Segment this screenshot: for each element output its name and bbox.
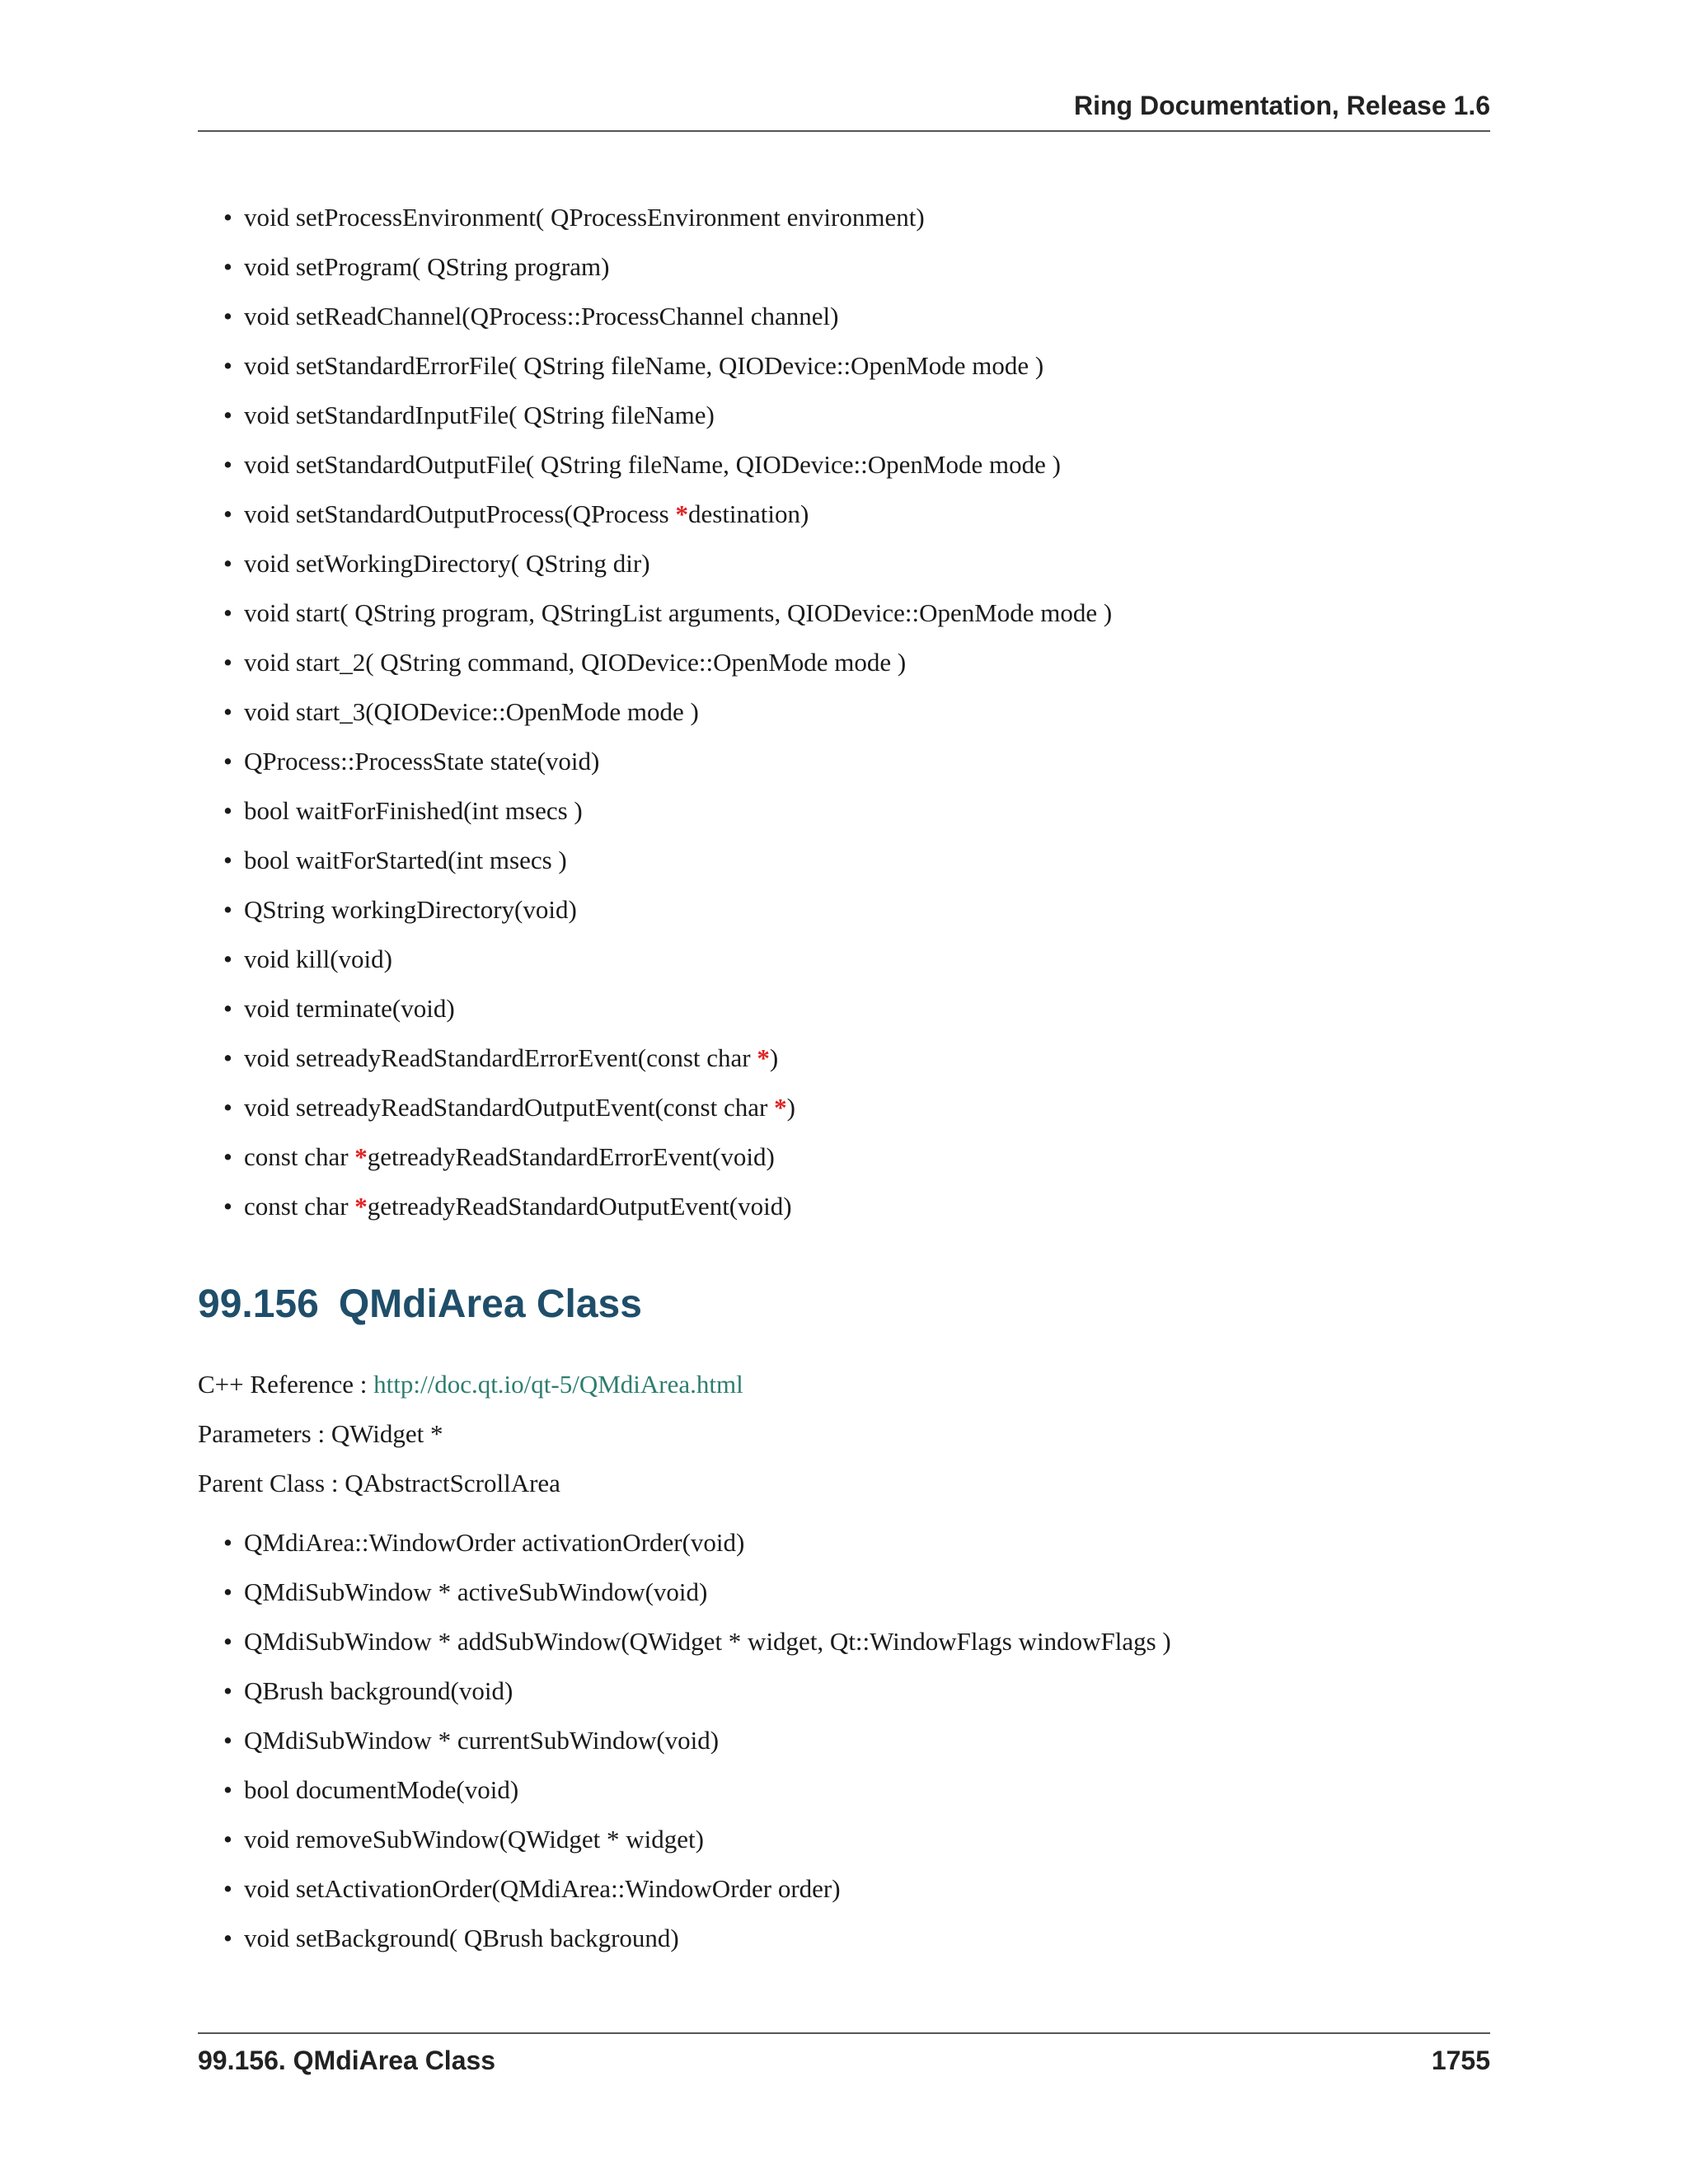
section-number: 99.156: [198, 1282, 319, 1326]
cpp-reference-line: C++ Reference : http://doc.qt.io/qt-5/QMdiArea.html: [198, 1370, 743, 1399]
list-item: • void setProgram( QString program): [223, 252, 610, 281]
list-item: • void setreadyReadStandardErrorEvent(const char *): [223, 1043, 779, 1072]
section-title: QMdiArea Class: [338, 1282, 642, 1326]
list-item: • void setreadyReadStandardOutputEvent(const char *): [223, 1093, 795, 1122]
list-item: • void removeSubWindow(QWidget * widget): [223, 1825, 704, 1854]
qprocess-method-list: [223, 193, 1113, 1231]
list-item: • void start_2( QString command, QIODevice::OpenMode mode ): [223, 648, 907, 677]
list-item: • void start( QString program, QStringList arguments, QIODevice::OpenMode mode ): [223, 598, 1113, 627]
list-item: • void setStandardOutputProcess(QProcess *destination): [223, 499, 809, 528]
list-item: • bool waitForFinished(int msecs ): [223, 796, 583, 825]
list-item: • void setStandardInputFile( QString fileName): [223, 401, 715, 429]
asterisk: *: [757, 1043, 770, 1072]
asterisk: *: [774, 1093, 787, 1122]
list-item: • void setBackground( QBrush background): [223, 1924, 679, 1952]
page-footer: [198, 2032, 1490, 2083]
list-item: • const char *getreadyReadStandardOutputEvent(void): [223, 1192, 792, 1221]
parent-class-line: Parent Class : QAbstractScrollArea: [198, 1469, 560, 1497]
asterisk: *: [354, 1142, 368, 1171]
parameters-line: Parameters : QWidget *: [198, 1419, 443, 1448]
list-item: • void setReadChannel(QProcess::ProcessChannel channel): [223, 302, 839, 330]
list-item: • void setActivationOrder(QMdiArea::WindowOrder order): [223, 1874, 841, 1903]
list-item: • void terminate(void): [223, 994, 455, 1023]
list-item: • void setProcessEnvironment( QProcessEnvironment environment): [223, 203, 925, 232]
list-item: • void kill(void): [223, 944, 392, 973]
list-item: • QString workingDirectory(void): [223, 895, 577, 924]
running-title: Ring Documentation, Release 1.6: [1073, 91, 1490, 120]
list-item: • bool waitForStarted(int msecs ): [223, 846, 567, 874]
list-item: • void setWorkingDirectory( QString dir): [223, 549, 650, 578]
asterisk: *: [354, 1192, 368, 1221]
qmdiarea-method-list: [223, 1518, 1171, 1963]
list-item: • bool documentMode(void): [223, 1775, 519, 1804]
list-item: • QMdiSubWindow * addSubWindow(QWidget * widget, Qt::WindowFlags windowFlags ): [223, 1627, 1171, 1656]
list-item: • QMdiSubWindow * currentSubWindow(void): [223, 1726, 720, 1755]
cpp-reference-link[interactable]: http://doc.qt.io/qt-5/QMdiArea.html: [373, 1370, 743, 1399]
list-item: • void setStandardErrorFile( QString fileName, QIODevice::OpenMode mode ): [223, 351, 1044, 380]
list-item: • QProcess::ProcessState state(void): [223, 747, 600, 776]
list-item: • QMdiArea::WindowOrder activationOrder(void): [223, 1528, 745, 1557]
section-heading: [198, 1282, 642, 1327]
list-item: • void setStandardOutputFile( QString fileName, QIODevice::OpenMode mode ): [223, 450, 1061, 479]
page-header: [198, 89, 1490, 132]
footer-section: 99.156. QMdiArea Class: [198, 2046, 496, 2075]
asterisk: *: [675, 499, 688, 528]
list-item: • QBrush background(void): [223, 1676, 513, 1705]
list-item: • void start_3(QIODevice::OpenMode mode ): [223, 697, 699, 726]
list-item: • QMdiSubWindow * activeSubWindow(void): [223, 1577, 708, 1606]
page-number: 1755: [1431, 2046, 1490, 2075]
list-item: • const char *getreadyReadStandardErrorEvent(void): [223, 1142, 775, 1171]
